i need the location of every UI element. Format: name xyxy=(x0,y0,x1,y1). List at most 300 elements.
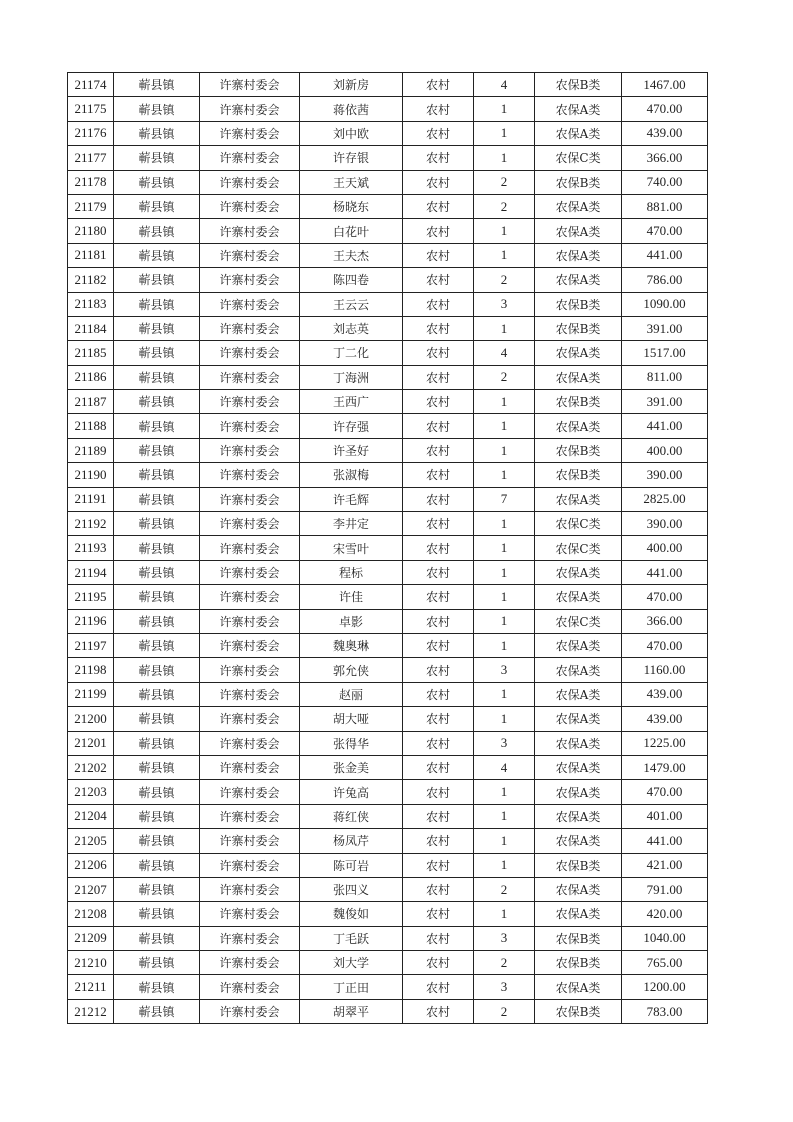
record-id-cell: 21186 xyxy=(68,365,114,389)
town-cell: 蕲县镇 xyxy=(114,755,200,779)
village-cell: 许寨村委会 xyxy=(200,780,300,804)
table-row xyxy=(68,975,708,999)
household-count-cell: 1 xyxy=(474,146,535,170)
household-count-cell: 3 xyxy=(474,658,535,682)
area-type-cell: 农村 xyxy=(403,755,474,779)
village-cell: 许寨村委会 xyxy=(200,633,300,657)
insurance-category-cell: 农保A类 xyxy=(535,121,622,145)
village-cell: 许寨村委会 xyxy=(200,658,300,682)
household-count-cell: 1 xyxy=(474,609,535,633)
roster-body xyxy=(68,73,708,1024)
insurance-category-cell: 农保C类 xyxy=(535,609,622,633)
record-id-cell: 21193 xyxy=(68,536,114,560)
household-count-cell: 1 xyxy=(474,585,535,609)
name-cell: 郭允侠 xyxy=(300,658,403,682)
table-row xyxy=(68,365,708,389)
household-count-cell: 2 xyxy=(474,999,535,1023)
table-row xyxy=(68,804,708,828)
record-id-cell: 21208 xyxy=(68,902,114,926)
record-id-cell: 21181 xyxy=(68,243,114,267)
name-cell: 许存强 xyxy=(300,414,403,438)
record-id-cell: 21212 xyxy=(68,999,114,1023)
amount-cell: 390.00 xyxy=(622,463,708,487)
name-cell: 丁二化 xyxy=(300,341,403,365)
table-row xyxy=(68,926,708,950)
village-cell: 许寨村委会 xyxy=(200,877,300,901)
area-type-cell: 农村 xyxy=(403,853,474,877)
insurance-category-cell: 农保B类 xyxy=(535,438,622,462)
area-type-cell: 农村 xyxy=(403,609,474,633)
town-cell: 蕲县镇 xyxy=(114,438,200,462)
village-cell: 许寨村委会 xyxy=(200,487,300,511)
table-row xyxy=(68,121,708,145)
household-count-cell: 1 xyxy=(474,633,535,657)
amount-cell: 400.00 xyxy=(622,438,708,462)
town-cell: 蕲县镇 xyxy=(114,365,200,389)
amount-cell: 401.00 xyxy=(622,804,708,828)
record-id-cell: 21183 xyxy=(68,292,114,316)
name-cell: 杨凤芹 xyxy=(300,829,403,853)
town-cell: 蕲县镇 xyxy=(114,658,200,682)
name-cell: 王云云 xyxy=(300,292,403,316)
town-cell: 蕲县镇 xyxy=(114,97,200,121)
area-type-cell: 农村 xyxy=(403,877,474,901)
amount-cell: 783.00 xyxy=(622,999,708,1023)
insurance-category-cell: 农保B类 xyxy=(535,170,622,194)
name-cell: 王夫杰 xyxy=(300,243,403,267)
table-row xyxy=(68,707,708,731)
record-id-cell: 21198 xyxy=(68,658,114,682)
village-cell: 许寨村委会 xyxy=(200,170,300,194)
table-row xyxy=(68,902,708,926)
town-cell: 蕲县镇 xyxy=(114,194,200,218)
town-cell: 蕲县镇 xyxy=(114,536,200,560)
record-id-cell: 21199 xyxy=(68,682,114,706)
household-count-cell: 1 xyxy=(474,682,535,706)
record-id-cell: 21211 xyxy=(68,975,114,999)
village-cell: 许寨村委会 xyxy=(200,316,300,340)
insurance-category-cell: 农保C类 xyxy=(535,146,622,170)
name-cell: 蒋红侠 xyxy=(300,804,403,828)
amount-cell: 1467.00 xyxy=(622,73,708,97)
area-type-cell: 农村 xyxy=(403,658,474,682)
table-row xyxy=(68,560,708,584)
household-count-cell: 4 xyxy=(474,755,535,779)
record-id-cell: 21185 xyxy=(68,341,114,365)
name-cell: 许毛辉 xyxy=(300,487,403,511)
insurance-category-cell: 农保A类 xyxy=(535,243,622,267)
name-cell: 胡大哑 xyxy=(300,707,403,731)
village-cell: 许寨村委会 xyxy=(200,292,300,316)
name-cell: 魏俊如 xyxy=(300,902,403,926)
amount-cell: 881.00 xyxy=(622,194,708,218)
insurance-category-cell: 农保B类 xyxy=(535,73,622,97)
amount-cell: 811.00 xyxy=(622,365,708,389)
insurance-category-cell: 农保A类 xyxy=(535,560,622,584)
table-row xyxy=(68,585,708,609)
village-cell: 许寨村委会 xyxy=(200,585,300,609)
name-cell: 陈可岩 xyxy=(300,853,403,877)
village-cell: 许寨村委会 xyxy=(200,268,300,292)
amount-cell: 441.00 xyxy=(622,560,708,584)
household-count-cell: 2 xyxy=(474,268,535,292)
record-id-cell: 21177 xyxy=(68,146,114,170)
area-type-cell: 农村 xyxy=(403,560,474,584)
insurance-category-cell: 农保B类 xyxy=(535,292,622,316)
record-id-cell: 21174 xyxy=(68,73,114,97)
record-id-cell: 21209 xyxy=(68,926,114,950)
town-cell: 蕲县镇 xyxy=(114,731,200,755)
table-row xyxy=(68,682,708,706)
insurance-category-cell: 农保A类 xyxy=(535,902,622,926)
name-cell: 白花叶 xyxy=(300,219,403,243)
table-row xyxy=(68,755,708,779)
name-cell: 刘中欧 xyxy=(300,121,403,145)
household-count-cell: 4 xyxy=(474,73,535,97)
household-count-cell: 1 xyxy=(474,902,535,926)
table-row xyxy=(68,170,708,194)
household-count-cell: 1 xyxy=(474,438,535,462)
name-cell: 许佳 xyxy=(300,585,403,609)
table-row xyxy=(68,487,708,511)
amount-cell: 366.00 xyxy=(622,146,708,170)
record-id-cell: 21195 xyxy=(68,585,114,609)
name-cell: 张四义 xyxy=(300,877,403,901)
record-id-cell: 21203 xyxy=(68,780,114,804)
amount-cell: 470.00 xyxy=(622,780,708,804)
village-cell: 许寨村委会 xyxy=(200,146,300,170)
town-cell: 蕲县镇 xyxy=(114,999,200,1023)
name-cell: 卓影 xyxy=(300,609,403,633)
amount-cell: 441.00 xyxy=(622,829,708,853)
insurance-category-cell: 农保A类 xyxy=(535,194,622,218)
table-row xyxy=(68,316,708,340)
town-cell: 蕲县镇 xyxy=(114,609,200,633)
village-cell: 许寨村委会 xyxy=(200,951,300,975)
insurance-category-cell: 农保B类 xyxy=(535,999,622,1023)
town-cell: 蕲县镇 xyxy=(114,219,200,243)
village-cell: 许寨村委会 xyxy=(200,73,300,97)
area-type-cell: 农村 xyxy=(403,268,474,292)
insurance-category-cell: 农保B类 xyxy=(535,951,622,975)
record-id-cell: 21196 xyxy=(68,609,114,633)
table-row xyxy=(68,73,708,97)
household-count-cell: 1 xyxy=(474,853,535,877)
name-cell: 丁正田 xyxy=(300,975,403,999)
household-count-cell: 1 xyxy=(474,780,535,804)
table-row xyxy=(68,999,708,1023)
village-cell: 许寨村委会 xyxy=(200,829,300,853)
household-count-cell: 1 xyxy=(474,829,535,853)
village-cell: 许寨村委会 xyxy=(200,463,300,487)
insurance-category-cell: 农保C类 xyxy=(535,536,622,560)
amount-cell: 390.00 xyxy=(622,512,708,536)
insurance-category-cell: 农保A类 xyxy=(535,365,622,389)
area-type-cell: 农村 xyxy=(403,951,474,975)
amount-cell: 439.00 xyxy=(622,682,708,706)
table-row xyxy=(68,243,708,267)
village-cell: 许寨村委会 xyxy=(200,341,300,365)
area-type-cell: 农村 xyxy=(403,536,474,560)
name-cell: 王西广 xyxy=(300,390,403,414)
insurance-category-cell: 农保A类 xyxy=(535,633,622,657)
amount-cell: 740.00 xyxy=(622,170,708,194)
area-type-cell: 农村 xyxy=(403,804,474,828)
town-cell: 蕲县镇 xyxy=(114,633,200,657)
town-cell: 蕲县镇 xyxy=(114,853,200,877)
town-cell: 蕲县镇 xyxy=(114,707,200,731)
village-cell: 许寨村委会 xyxy=(200,707,300,731)
name-cell: 张得华 xyxy=(300,731,403,755)
area-type-cell: 农村 xyxy=(403,121,474,145)
amount-cell: 791.00 xyxy=(622,877,708,901)
insurance-category-cell: 农保A类 xyxy=(535,341,622,365)
table-row xyxy=(68,341,708,365)
amount-cell: 1225.00 xyxy=(622,731,708,755)
village-cell: 许寨村委会 xyxy=(200,414,300,438)
amount-cell: 1090.00 xyxy=(622,292,708,316)
village-cell: 许寨村委会 xyxy=(200,682,300,706)
town-cell: 蕲县镇 xyxy=(114,951,200,975)
name-cell: 张淑梅 xyxy=(300,463,403,487)
area-type-cell: 农村 xyxy=(403,292,474,316)
insurance-category-cell: 农保A类 xyxy=(535,585,622,609)
name-cell: 刘大学 xyxy=(300,951,403,975)
household-count-cell: 2 xyxy=(474,194,535,218)
area-type-cell: 农村 xyxy=(403,463,474,487)
record-id-cell: 21205 xyxy=(68,829,114,853)
household-count-cell: 2 xyxy=(474,877,535,901)
area-type-cell: 农村 xyxy=(403,438,474,462)
area-type-cell: 农村 xyxy=(403,341,474,365)
amount-cell: 421.00 xyxy=(622,853,708,877)
village-cell: 许寨村委会 xyxy=(200,97,300,121)
village-cell: 许寨村委会 xyxy=(200,194,300,218)
household-count-cell: 3 xyxy=(474,975,535,999)
area-type-cell: 农村 xyxy=(403,365,474,389)
household-count-cell: 1 xyxy=(474,316,535,340)
record-id-cell: 21184 xyxy=(68,316,114,340)
household-count-cell: 2 xyxy=(474,365,535,389)
name-cell: 魏奥琳 xyxy=(300,633,403,657)
name-cell: 王天斌 xyxy=(300,170,403,194)
village-cell: 许寨村委会 xyxy=(200,365,300,389)
record-id-cell: 21176 xyxy=(68,121,114,145)
insurance-category-cell: 农保A类 xyxy=(535,755,622,779)
area-type-cell: 农村 xyxy=(403,390,474,414)
household-count-cell: 3 xyxy=(474,292,535,316)
household-count-cell: 1 xyxy=(474,390,535,414)
table-row xyxy=(68,146,708,170)
amount-cell: 400.00 xyxy=(622,536,708,560)
record-id-cell: 21201 xyxy=(68,731,114,755)
record-id-cell: 21200 xyxy=(68,707,114,731)
area-type-cell: 农村 xyxy=(403,682,474,706)
name-cell: 丁毛跃 xyxy=(300,926,403,950)
table-row xyxy=(68,463,708,487)
village-cell: 许寨村委会 xyxy=(200,121,300,145)
area-type-cell: 农村 xyxy=(403,170,474,194)
town-cell: 蕲县镇 xyxy=(114,804,200,828)
table-row xyxy=(68,658,708,682)
amount-cell: 1040.00 xyxy=(622,926,708,950)
amount-cell: 765.00 xyxy=(622,951,708,975)
village-cell: 许寨村委会 xyxy=(200,902,300,926)
table-row xyxy=(68,219,708,243)
name-cell: 胡翠平 xyxy=(300,999,403,1023)
record-id-cell: 21190 xyxy=(68,463,114,487)
amount-cell: 1200.00 xyxy=(622,975,708,999)
area-type-cell: 农村 xyxy=(403,926,474,950)
household-count-cell: 1 xyxy=(474,560,535,584)
town-cell: 蕲县镇 xyxy=(114,829,200,853)
village-cell: 许寨村委会 xyxy=(200,438,300,462)
area-type-cell: 农村 xyxy=(403,487,474,511)
household-count-cell: 4 xyxy=(474,341,535,365)
insurance-category-cell: 农保A类 xyxy=(535,975,622,999)
table-row xyxy=(68,951,708,975)
area-type-cell: 农村 xyxy=(403,780,474,804)
town-cell: 蕲县镇 xyxy=(114,463,200,487)
table-row xyxy=(68,194,708,218)
amount-cell: 441.00 xyxy=(622,414,708,438)
table-row xyxy=(68,633,708,657)
record-id-cell: 21207 xyxy=(68,877,114,901)
record-id-cell: 21197 xyxy=(68,633,114,657)
record-id-cell: 21187 xyxy=(68,390,114,414)
town-cell: 蕲县镇 xyxy=(114,512,200,536)
household-count-cell: 1 xyxy=(474,243,535,267)
insurance-category-cell: 农保A类 xyxy=(535,268,622,292)
household-count-cell: 1 xyxy=(474,512,535,536)
name-cell: 蒋依茜 xyxy=(300,97,403,121)
amount-cell: 391.00 xyxy=(622,316,708,340)
insurance-category-cell: 农保A类 xyxy=(535,707,622,731)
town-cell: 蕲县镇 xyxy=(114,170,200,194)
village-cell: 许寨村委会 xyxy=(200,731,300,755)
amount-cell: 441.00 xyxy=(622,243,708,267)
amount-cell: 1517.00 xyxy=(622,341,708,365)
amount-cell: 470.00 xyxy=(622,97,708,121)
area-type-cell: 农村 xyxy=(403,902,474,926)
household-count-cell: 1 xyxy=(474,414,535,438)
household-count-cell: 1 xyxy=(474,97,535,121)
village-cell: 许寨村委会 xyxy=(200,755,300,779)
insurance-category-cell: 农保B类 xyxy=(535,853,622,877)
area-type-cell: 农村 xyxy=(403,829,474,853)
name-cell: 陈四卷 xyxy=(300,268,403,292)
household-count-cell: 1 xyxy=(474,804,535,828)
record-id-cell: 21179 xyxy=(68,194,114,218)
name-cell: 李井定 xyxy=(300,512,403,536)
insurance-category-cell: 农保A类 xyxy=(535,97,622,121)
insurance-category-cell: 农保A类 xyxy=(535,804,622,828)
area-type-cell: 农村 xyxy=(403,975,474,999)
record-id-cell: 21188 xyxy=(68,414,114,438)
table-row xyxy=(68,97,708,121)
household-count-cell: 1 xyxy=(474,536,535,560)
record-id-cell: 21192 xyxy=(68,512,114,536)
town-cell: 蕲县镇 xyxy=(114,316,200,340)
insurance-category-cell: 农保A类 xyxy=(535,219,622,243)
insurance-category-cell: 农保A类 xyxy=(535,414,622,438)
name-cell: 丁海洲 xyxy=(300,365,403,389)
name-cell: 杨晓东 xyxy=(300,194,403,218)
insurance-category-cell: 农保B类 xyxy=(535,390,622,414)
record-id-cell: 21191 xyxy=(68,487,114,511)
amount-cell: 439.00 xyxy=(622,707,708,731)
household-count-cell: 1 xyxy=(474,463,535,487)
town-cell: 蕲县镇 xyxy=(114,902,200,926)
household-count-cell: 1 xyxy=(474,219,535,243)
town-cell: 蕲县镇 xyxy=(114,682,200,706)
record-id-cell: 21175 xyxy=(68,97,114,121)
area-type-cell: 农村 xyxy=(403,633,474,657)
town-cell: 蕲县镇 xyxy=(114,73,200,97)
insurance-category-cell: 农保A类 xyxy=(535,877,622,901)
household-count-cell: 2 xyxy=(474,951,535,975)
amount-cell: 439.00 xyxy=(622,121,708,145)
name-cell: 许存银 xyxy=(300,146,403,170)
household-count-cell: 2 xyxy=(474,170,535,194)
insurance-category-cell: 农保A类 xyxy=(535,658,622,682)
town-cell: 蕲县镇 xyxy=(114,146,200,170)
village-cell: 许寨村委会 xyxy=(200,926,300,950)
area-type-cell: 农村 xyxy=(403,73,474,97)
village-cell: 许寨村委会 xyxy=(200,512,300,536)
amount-cell: 2825.00 xyxy=(622,487,708,511)
amount-cell: 470.00 xyxy=(622,633,708,657)
insurance-category-cell: 农保B类 xyxy=(535,316,622,340)
table-row xyxy=(68,390,708,414)
amount-cell: 1479.00 xyxy=(622,755,708,779)
record-id-cell: 21182 xyxy=(68,268,114,292)
area-type-cell: 农村 xyxy=(403,219,474,243)
amount-cell: 366.00 xyxy=(622,609,708,633)
amount-cell: 786.00 xyxy=(622,268,708,292)
table-row xyxy=(68,731,708,755)
town-cell: 蕲县镇 xyxy=(114,268,200,292)
village-cell: 许寨村委会 xyxy=(200,804,300,828)
insurance-category-cell: 农保A类 xyxy=(535,731,622,755)
name-cell: 刘新房 xyxy=(300,73,403,97)
table-row xyxy=(68,268,708,292)
household-count-cell: 3 xyxy=(474,731,535,755)
area-type-cell: 农村 xyxy=(403,585,474,609)
table-row xyxy=(68,877,708,901)
town-cell: 蕲县镇 xyxy=(114,243,200,267)
record-id-cell: 21180 xyxy=(68,219,114,243)
town-cell: 蕲县镇 xyxy=(114,975,200,999)
name-cell: 许兔高 xyxy=(300,780,403,804)
record-id-cell: 21194 xyxy=(68,560,114,584)
name-cell: 赵丽 xyxy=(300,682,403,706)
town-cell: 蕲县镇 xyxy=(114,780,200,804)
name-cell: 张金美 xyxy=(300,755,403,779)
table-row xyxy=(68,853,708,877)
table-row xyxy=(68,609,708,633)
name-cell: 宋雪叶 xyxy=(300,536,403,560)
table-row xyxy=(68,414,708,438)
insurance-category-cell: 农保A类 xyxy=(535,682,622,706)
name-cell: 刘志英 xyxy=(300,316,403,340)
roster-table xyxy=(67,72,708,1024)
record-id-cell: 21204 xyxy=(68,804,114,828)
area-type-cell: 农村 xyxy=(403,731,474,755)
area-type-cell: 农村 xyxy=(403,999,474,1023)
household-count-cell: 1 xyxy=(474,707,535,731)
table-row xyxy=(68,829,708,853)
